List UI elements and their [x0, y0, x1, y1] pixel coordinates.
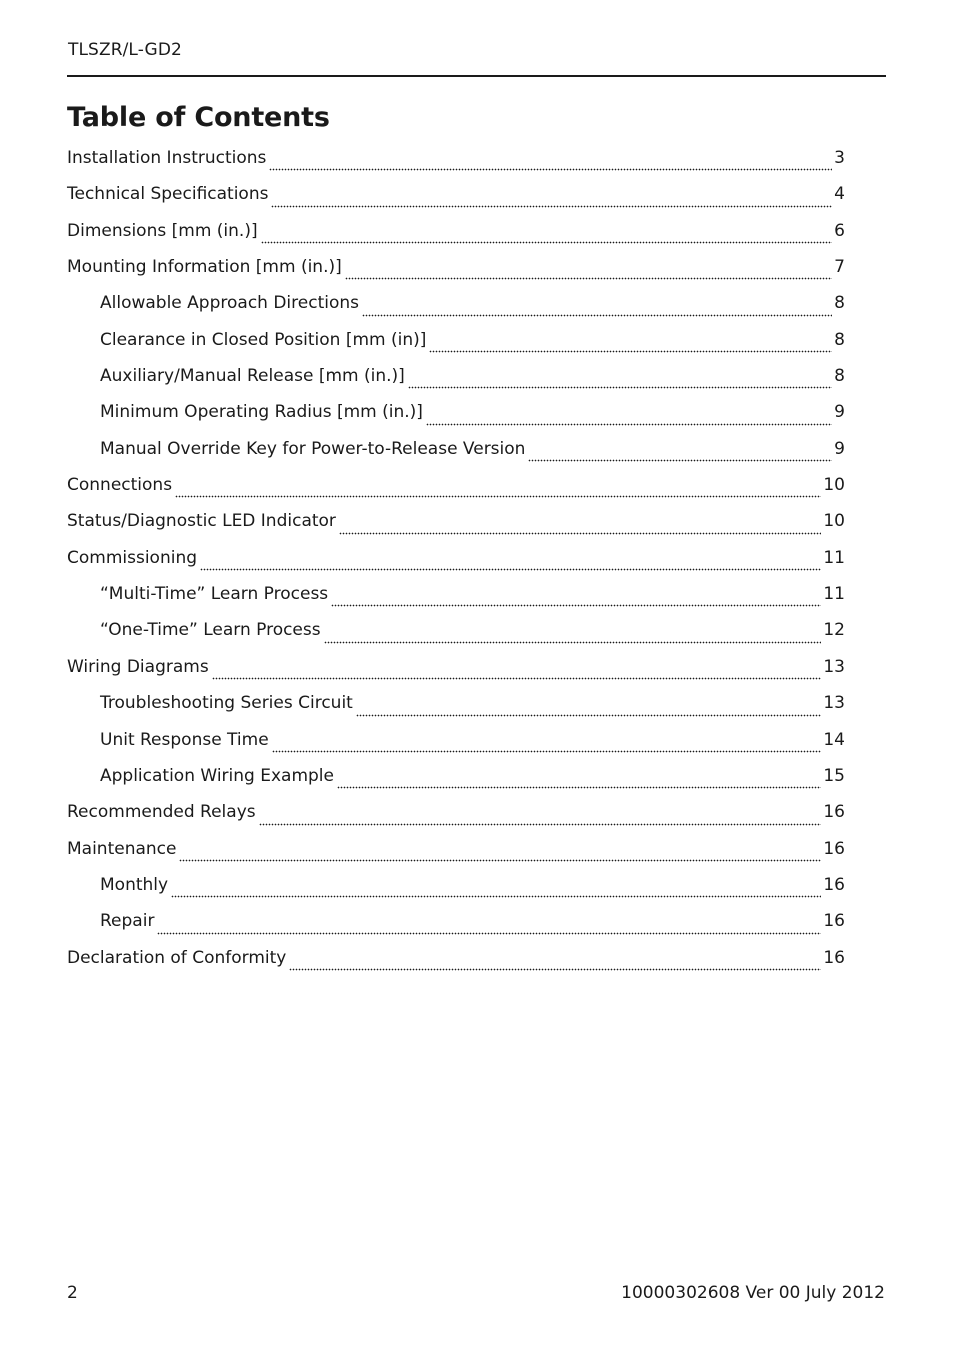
toc-entry-page: 16 [823, 947, 845, 968]
footer-page-number: 2 [67, 1283, 78, 1303]
dot-leader [337, 783, 821, 789]
toc-entry[interactable] [67, 872, 845, 908]
running-header: TLSZR/L-GD2 [68, 40, 182, 60]
toc-entry-page: 8 [834, 293, 845, 314]
toc-entry-label: Unit Response Time [100, 729, 269, 750]
toc-entry-label: Declaration of Conformity [67, 947, 287, 968]
toc-entry-page: 9 [834, 402, 845, 423]
dot-leader [271, 202, 832, 208]
toc-entry-label: Connections [67, 475, 173, 496]
toc-entry-page: 16 [823, 838, 845, 859]
dot-leader [331, 601, 821, 607]
toc-entry-page: 3 [834, 148, 845, 168]
dot-leader [528, 456, 832, 462]
toc-entry-label: Maintenance [67, 838, 177, 859]
toc-entry[interactable] [67, 508, 845, 544]
toc-entry-label: “Multi-Time” Learn Process [100, 584, 329, 605]
toc-entry-label: Recommended Relays [67, 802, 256, 823]
toc-entry-label: Monthly [100, 874, 169, 895]
toc-entry-label: Manual Override Key for Power-to-Release Version [100, 438, 526, 459]
toc-entry-label: Wiring Diagrams [67, 656, 209, 677]
toc-entry-label: Auxiliary/Manual Release [mm (in.)] [100, 366, 405, 387]
header-divider [67, 75, 886, 77]
toc-entry[interactable] [67, 327, 845, 363]
toc-entry-label: Mounting Information [mm (in.)] [67, 257, 342, 278]
toc-entry-label: “One-Time” Learn Process [100, 620, 321, 641]
toc-entry-page: 11 [823, 584, 845, 605]
toc-entry-page: 15 [823, 765, 845, 786]
dot-leader [429, 347, 832, 353]
toc-entry-page: 4 [834, 184, 845, 205]
dot-leader [269, 165, 832, 171]
toc-entry-page: 13 [823, 656, 845, 677]
dot-leader [175, 492, 821, 498]
toc-entry[interactable] [67, 908, 845, 944]
toc-entry[interactable] [67, 690, 845, 726]
toc-entry[interactable] [67, 763, 845, 799]
dot-leader [324, 638, 822, 644]
toc-entry-page: 8 [834, 329, 845, 350]
toc-entry[interactable] [67, 436, 845, 472]
toc-entry-label: Minimum Operating Radius [mm (in.)] [100, 402, 423, 423]
dot-leader [261, 238, 833, 244]
dot-leader [289, 965, 821, 971]
toc-entry-page: 8 [834, 366, 845, 387]
toc-entry[interactable] [67, 545, 845, 581]
toc-entry-page: 12 [823, 620, 845, 641]
toc-entry-page: 16 [823, 802, 845, 823]
dot-leader [339, 529, 821, 535]
toc-entry-page: 6 [834, 220, 845, 241]
toc-entry[interactable] [67, 254, 845, 290]
table-of-contents [67, 145, 845, 981]
toc-entry[interactable] [67, 727, 845, 763]
toc-entry-label: Clearance in Closed Position [mm (in)] [100, 329, 427, 350]
toc-entry-page: 16 [823, 911, 845, 932]
toc-entry-page: 7 [834, 257, 845, 278]
toc-entry[interactable] [67, 399, 845, 435]
dot-leader [171, 892, 821, 898]
toc-entry-page: 10 [823, 511, 845, 532]
toc-entry[interactable] [67, 945, 845, 981]
page-title: Table of Contents [67, 102, 330, 133]
toc-entry-label: Application Wiring Example [100, 765, 334, 786]
toc-entry-page: 13 [823, 693, 845, 714]
toc-entry[interactable] [67, 145, 845, 181]
dot-leader [272, 747, 822, 753]
toc-entry[interactable] [67, 581, 845, 617]
toc-entry[interactable] [67, 617, 845, 653]
toc-entry-label: Allowable Approach Directions [100, 293, 360, 314]
dot-leader [356, 711, 822, 717]
dot-leader [179, 856, 821, 862]
toc-entry-label: Commissioning [67, 547, 198, 568]
dot-leader [200, 565, 821, 571]
toc-entry-page: 11 [823, 547, 845, 568]
toc-entry-label: Repair [100, 911, 155, 932]
toc-entry-label: Installation Instructions [67, 148, 267, 168]
dot-leader [157, 929, 821, 935]
dot-leader [362, 311, 832, 317]
toc-entry-page: 16 [823, 874, 845, 895]
toc-entry[interactable] [67, 836, 845, 872]
dot-leader [212, 674, 822, 680]
dot-leader [259, 820, 822, 826]
toc-entry[interactable] [67, 290, 845, 326]
toc-entry-page: 14 [823, 729, 845, 750]
toc-entry-label: Troubleshooting Series Circuit [100, 693, 353, 714]
toc-entry-label: Dimensions [mm (in.)] [67, 220, 258, 241]
dot-leader [408, 383, 832, 389]
toc-entry-label: Technical Specifications [67, 184, 269, 205]
toc-entry[interactable] [67, 218, 845, 254]
toc-entry[interactable] [67, 472, 845, 508]
dot-leader [345, 274, 832, 280]
toc-entry-page: 9 [834, 438, 845, 459]
toc-entry[interactable] [67, 181, 845, 217]
footer-document-id: 10000302608 Ver 00 July 2012 [621, 1283, 885, 1303]
toc-entry-label: Status/Diagnostic LED Indicator [67, 511, 336, 532]
dot-leader [426, 420, 832, 426]
toc-entry[interactable] [67, 799, 845, 835]
toc-entry[interactable] [67, 654, 845, 690]
toc-entry[interactable] [67, 363, 845, 399]
toc-entry-page: 10 [823, 475, 845, 496]
